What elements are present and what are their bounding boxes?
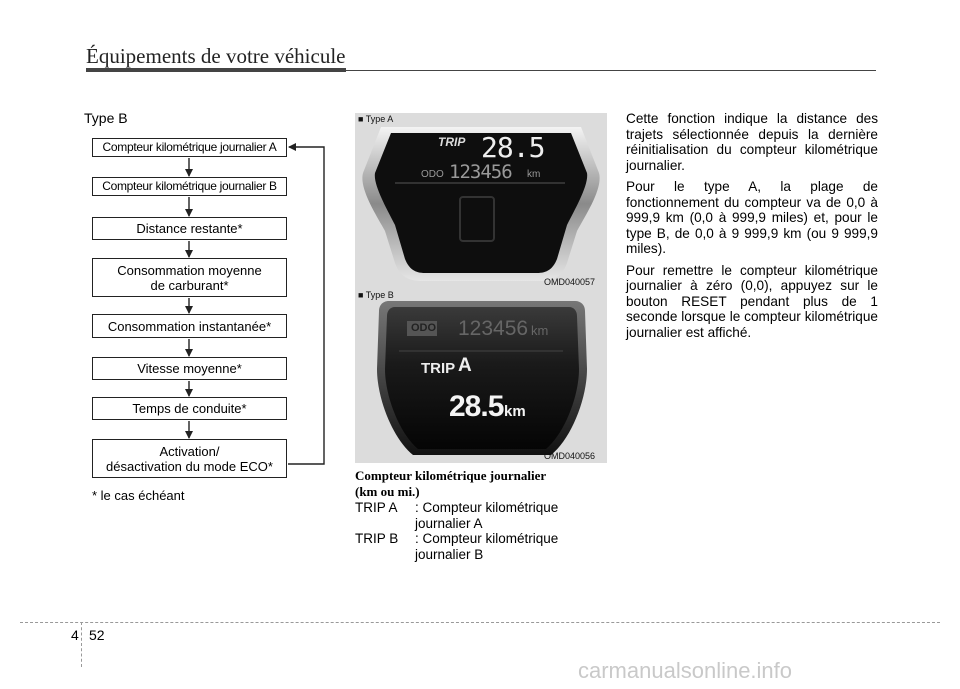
trip-a-key: TRIP A — [355, 500, 398, 515]
trip-a-definition — [355, 500, 558, 532]
footer-separator — [81, 622, 82, 667]
description-p2: Pour le type A, la plage de fonctionnement du compteur va de 0,0 à 999,9 km (0,0 à 999,9 miles) et, pour le type B, de 0,0 à 9 999,9 km (ou 9 999,9 miles). — [626, 179, 878, 256]
trip-a-text-1: : Compteur kilométrique — [415, 500, 559, 515]
cluster-b-odo-unit: km — [531, 323, 549, 338]
flow-box-trip-a: Compteur kilométrique journalier A — [92, 138, 287, 157]
cluster-b-trip-label: TRIP — [421, 360, 456, 377]
watermark: carmanualsonline.info — [578, 658, 793, 683]
flow-footnote: * le cas échéant — [92, 488, 185, 503]
figure-type-a-code: OMD040057 — [544, 277, 596, 287]
description-p3: Pour remettre le compteur kilométrique journalier à zéro (0,0), appuyez sur le bouton RESET pendant plus de 1 seconde lorsque le compteur kilométrique journalier est affiché. — [626, 262, 878, 340]
figure-caption-line1: Compteur kilométrique journalier — [355, 468, 547, 483]
figure-type-a — [355, 113, 607, 289]
flow-type-label: Type B — [84, 110, 128, 126]
figure-type-b — [355, 289, 607, 463]
cluster-a-odo-label: ODO — [421, 169, 444, 180]
flow-box-eco-line1: Activation/ — [159, 443, 220, 459]
cluster-a-odo-unit: km — [527, 169, 541, 180]
footer-rule — [20, 622, 940, 623]
figure-caption-line2: (km ou mi.) — [355, 484, 420, 499]
cluster-a-odo-value: 123456 — [449, 161, 512, 183]
cluster-b-trip-letter: A — [458, 355, 472, 376]
description-p1: Cette fonction indique la distance des trajets sélectionnée depuis la dernière réinitialisation du compteur kilométrique journalier. — [626, 111, 878, 173]
cluster-b-svg — [355, 289, 607, 463]
cluster-b-odo-value: 123456 — [458, 317, 529, 340]
flow-box-avg-consumption-line2: de carburant* — [150, 277, 229, 293]
cluster-b-trip-value: 28.5 — [449, 390, 504, 423]
flow-box-drive-time: Temps de conduite* — [92, 397, 287, 420]
flow-box-trip-b: Compteur kilométrique journalier B — [92, 177, 287, 196]
cluster-b-odo-label: ODO — [411, 322, 437, 334]
figure-type-b-label-text: Type B — [365, 290, 394, 300]
page-chapter: 4 — [71, 627, 79, 643]
figure-type-b-code: OMD040056 — [544, 451, 596, 461]
flow-box-distance: Distance restante* — [92, 217, 287, 240]
cluster-a-trip-label: TRIP — [438, 135, 466, 149]
trip-b-key: TRIP B — [355, 531, 399, 546]
figure-caption — [355, 468, 546, 500]
flow-box-avg-speed: Vitesse moyenne* — [92, 357, 287, 380]
page-number: 52 — [89, 627, 105, 643]
page-title: Équipements de votre véhicule — [86, 44, 346, 68]
flow-box-instant-consumption: Consommation instantanée* — [92, 314, 287, 338]
trip-b-definition — [355, 531, 558, 563]
trip-b-text-1: : Compteur kilométrique — [415, 531, 559, 546]
figure-type-a-label-text: Type A — [365, 114, 394, 124]
figure-type-a-label: ■ Type A — [358, 114, 394, 124]
figure-type-b-label: ■ Type B — [358, 290, 394, 300]
trip-b-text-2: journalier B — [415, 547, 484, 562]
cluster-b-trip-unit: km — [504, 403, 526, 420]
flow-return-arrow — [288, 147, 324, 464]
description — [626, 111, 878, 346]
flow-box-eco-line2: désactivation du mode ECO* — [106, 458, 273, 474]
trip-a-text-2: journalier A — [415, 516, 483, 531]
flow-box-avg-consumption-line1: Consommation moyenne — [117, 262, 262, 278]
cluster-a-trip-value: 28.5 — [481, 131, 545, 164]
